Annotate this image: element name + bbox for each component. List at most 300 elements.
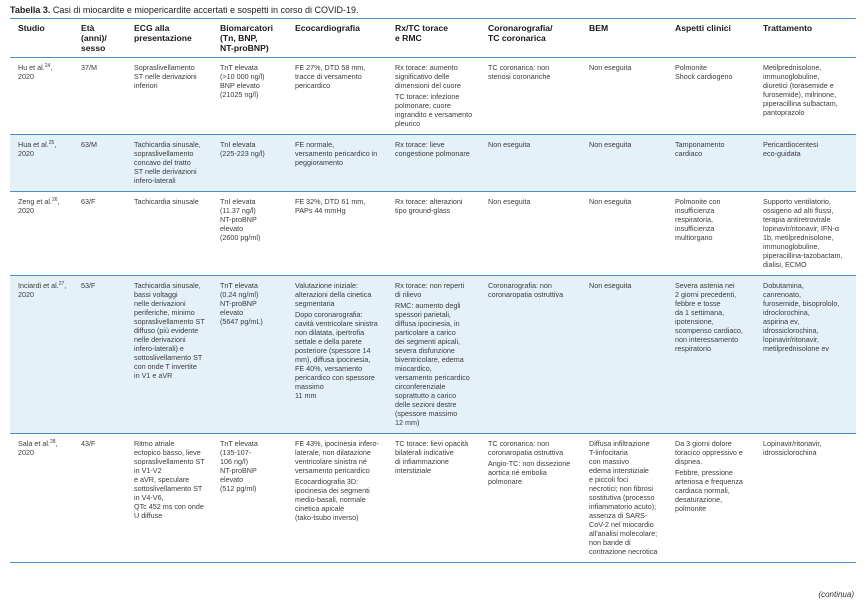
cell-line: coronaropatia ostruttiva [488,448,564,457]
cell-line: ventricolare sinistra né [295,457,367,466]
cell-paragraph [675,468,751,513]
cases-table [10,18,856,563]
study-author: Hu et al. [18,63,45,72]
cell-line: ipocinesia dei segmenti [295,486,370,495]
cell-paragraph [675,140,751,158]
cell-paragraph [763,63,852,117]
cell-line: da 1 settimana, [675,308,725,317]
study-cell [10,276,73,434]
cell-line: respiratoria, [675,215,713,224]
cell-line: settale e della parete [295,337,362,346]
cell-line: polmonare; cuore [395,101,451,110]
cell-paragraph [220,63,283,99]
cell-line: alterazioni della cinetica [295,290,372,299]
study-year: 2020 [18,149,34,158]
cell-line: lopinavir/ritonavir, [763,335,819,344]
cell-paragraph [589,281,663,290]
cell-line: dispnea. [675,457,703,466]
cell-line: (135-107- [220,448,252,457]
cell-paragraph [488,459,577,486]
cell-line: Febbre, pressione [675,468,733,477]
header-line: Studio [18,23,45,33]
cell-paragraph [395,439,476,475]
cell-paragraph [488,439,577,457]
cell-paragraph [589,439,663,556]
cell-line: in V1-V2 [134,466,162,475]
cell-line: immunoglobuline, [763,242,820,251]
imaging-cell [387,192,480,276]
cell-line: e piccoli foci [589,475,629,484]
cell-line: lopinavir/ritonavir, IFN-α [763,224,840,233]
cell-line: e aVR, speculare [134,475,190,484]
cell-line: congestione polmonare [395,149,470,158]
cell-line: bassi voltaggi [134,290,178,299]
cell-line: (512 pg/ml) [220,484,257,493]
biomarker-cell [212,135,287,192]
cell-line: dimensioni del cuore [395,81,461,90]
cell-line: idroclorochina, [763,308,810,317]
study-cell [10,192,73,276]
cell-line: respiratorio [675,344,711,353]
cell-line: Tachicardia sinusale [134,197,199,206]
cell-line: Sopraslivellamento [134,63,195,72]
cell-line: Coronarografia: non [488,281,552,290]
study-author-line: Inciardi et al.$^{27}$, [18,281,67,290]
reference-number: 28 [49,439,56,445]
column-header-biomarcatori [212,19,287,58]
cell-line: (2600 pg/ml) [220,233,261,242]
cell-paragraph [675,63,751,81]
cell-line: NT-proBNP [220,299,257,308]
cell-line: significativo delle [395,72,450,81]
cell-line: dei segmenti apicali, [395,337,461,346]
biomarker-cell [212,434,287,563]
cell-line: (>10 000 ng/l) [220,72,265,81]
cell-line: dialisi, ECMO [763,260,807,269]
study-year: 2020 [18,290,34,299]
cell-line: Severa astenia nei [675,281,735,290]
cell-line: posteriore (spessore 14 [295,346,371,355]
cell-paragraph [763,197,852,269]
cell-line: (tako-tsubo inverso) [295,513,359,522]
cell-paragraph [295,310,383,400]
header-line: Aspetti clinici [675,23,731,33]
cell-line: 106 ng/l) [220,457,248,466]
cell-line: sostitutiva (processo [589,493,655,502]
bem-cell [581,135,667,192]
cell-line: BNP elevato [220,81,260,90]
cell-line: segmentaria [295,299,335,308]
continua-label: (continua) [818,590,854,599]
echo-cell [287,192,387,276]
column-header-trattamento [755,19,856,58]
cell-line: polmonare [488,477,522,486]
cell-line: versamento pericardico in [295,149,378,158]
cell-line: scompenso cardiaco, [675,326,743,335]
study-author: Sala et al. [18,439,50,448]
cell-line: desaturazione, [675,495,723,504]
cell-line: Pericardiocentesi [763,140,819,149]
cell-line: biventricolare, edema [395,355,464,364]
cell-line: sopraslivellamento ST [134,317,205,326]
coronary-cell [480,434,581,563]
cell-line: di infiammazione [395,457,449,466]
cell-paragraph [220,281,283,326]
bem-cell [581,192,667,276]
cell-line: 12 mm) [395,418,420,427]
biomarker-cell [212,58,287,135]
coronary-cell [480,276,581,434]
column-header-ecg [126,19,212,58]
cell-paragraph [395,92,476,128]
cell-line: Diffusa infiltrazione [589,439,650,448]
cell-line: aspirina ev, [763,317,800,326]
cell-line: pericardico con spessore [295,373,375,382]
study-author-line: Hua et al.$^{25}$, [18,140,57,149]
study-author-line: Zeng et al.$^{26}$, [18,197,60,206]
cell-line: in V4-V6, [134,493,164,502]
biomarker-cell [212,276,287,434]
cell-paragraph [395,63,476,90]
column-header-aspetti-clinici [667,19,755,58]
treatment-cell [755,192,856,276]
cell-line: Supporto ventilatorio, [763,197,831,206]
table-caption [10,5,359,15]
cell-line: immunoglobuline, [763,72,820,81]
cell-line: piperacillina sulbactam, [763,99,838,108]
age-sex-cell: 37/M [73,58,126,135]
cell-line: pantoprazolo [763,108,805,117]
clinical-cell [667,58,755,135]
cell-paragraph [295,63,383,90]
cell-paragraph [589,140,663,149]
imaging-cell [387,434,480,563]
cell-paragraph [295,140,383,167]
header-line: (Tn, BNP, [220,33,258,43]
treatment-cell [755,276,856,434]
cell-line: FE 40%, versamento [295,364,363,373]
cell-line: Tachicardia sinusale, [134,281,201,290]
cell-line: contrazione necrotica [589,547,658,556]
cell-line: peggioramento [295,158,343,167]
cell-line: ST nelle derivazioni [134,167,197,176]
cell-line: Rx torace: alterazioni [395,197,463,206]
cell-line: Non eseguita [589,63,632,72]
cell-line: edema interstiziale [589,466,649,475]
cell-line: TC torace: lievi opacità [395,439,469,448]
cell-paragraph [395,281,476,299]
clinical-cell [667,434,755,563]
cell-line: Tachicardia sinusale, [134,140,201,149]
cell-line: Rx torace: lieve [395,140,445,149]
cell-line: Rx torace: aumento [395,63,458,72]
study-author: Hua et al. [18,140,49,149]
table-body [10,58,856,563]
cell-line: tipo ground-glass [395,206,451,215]
cell-paragraph [395,140,476,158]
cell-line: eco-guidata [763,149,801,158]
cell-paragraph [395,301,476,427]
cell-line: con onde T invertite [134,362,197,371]
cell-line: (0.24 ng/ml) [220,290,259,299]
cell-line: elevato [220,224,244,233]
cell-line: cardiaco [675,149,703,158]
cell-line: TC coronarica: non [488,63,550,72]
bem-cell [581,58,667,135]
table-header-row [10,19,856,58]
cell-line: NT-proBNP [220,466,257,475]
cell-line: TnI elevata [220,140,256,149]
cell-line: pleurico [395,119,421,128]
cell-line: Non eseguita [589,140,632,149]
cell-line: elevato [220,475,244,484]
cell-line: Rx torace: non reperti [395,281,465,290]
cell-line: sopraslivellamento [134,149,194,158]
cell-line: Lopinavir/ritonavir, [763,439,822,448]
cell-line: idrossiclorochina, [763,326,819,335]
cell-line: ossigeno ad alti flussi, [763,206,834,215]
cell-line: terapia antiretrovirale [763,215,831,224]
cell-line: 11 mm [295,391,317,400]
cell-line: canrenoato, [763,290,801,299]
reference-number: 25 [48,140,55,146]
echo-cell [287,276,387,434]
coronary-cell [480,135,581,192]
cell-paragraph [675,281,751,353]
cell-line: FE 43%, ipocinesia infero- [295,439,379,448]
cell-line: diffusa ipocinesia, in [395,319,460,328]
coronary-cell [480,58,581,135]
treatment-cell [755,135,856,192]
header-line: BEM [589,23,609,33]
column-header-coronarografia [480,19,581,58]
cell-paragraph [763,439,852,457]
echo-cell [287,58,387,135]
cell-paragraph [220,439,283,493]
column-header-rx-tc [387,19,480,58]
header-line: TC coronarica [488,33,546,43]
cell-paragraph [220,197,283,242]
ecg-cell [126,58,212,135]
cell-line: severa disfunzione [395,346,455,355]
cell-paragraph [134,140,208,185]
coronary-cell [480,192,581,276]
cell-line: Non eseguita [488,140,531,149]
study-author: Zeng et al. [18,197,52,206]
cell-paragraph [589,63,663,72]
cell-line: bilaterali indicative [395,448,454,457]
age-sex-cell: 63/M [73,135,126,192]
cell-line: diuretici (torasemide e [763,81,834,90]
study-year: 2020 [18,72,34,81]
cell-line: toracico oppressivo e [675,448,743,457]
cell-line: Non eseguita [589,197,632,206]
cell-line: non dilatata, ipertrofia [295,328,365,337]
cell-paragraph [488,63,577,81]
cell-line: tracce di versamento [295,72,362,81]
cell-line: ectopico basso, lieve [134,448,201,457]
header-line: Coronarografia/ [488,23,553,33]
cell-line: delle sezioni destre [395,400,457,409]
cell-paragraph [589,197,663,206]
study-author-line: Hu et al.$^{24}$, [18,63,53,72]
cell-paragraph [675,439,751,466]
header-line: Rx/TC torace [395,23,449,33]
study-cell [10,434,73,563]
cell-line: idrossiclorochina [763,448,817,457]
cell-line: non interessamento [675,335,739,344]
cell-line: T-linfocitaria [589,448,628,457]
cell-line: ingrandito e versamento [395,110,473,119]
cell-line: concavo del tratto [134,158,191,167]
column-header-eta [73,19,126,58]
cell-line: CoV-2 nel miocardio [589,520,654,529]
cell-line: TnT elevata [220,439,258,448]
column-header-bem [581,19,667,58]
cell-line: versamento pericardico [295,466,370,475]
treatment-cell [755,58,856,135]
header-line: Trattamento [763,23,813,33]
cell-line: metilprednisolone ev [763,344,829,353]
cell-line: piperacillina-tazobactam, [763,251,843,260]
cell-line: QTc 452 ms con onde [134,502,204,511]
cell-line: sopraslivellamento ST [134,457,205,466]
cell-line: interstiziale [395,466,431,475]
cell-line: sottoslivellamento ST [134,484,203,493]
cell-paragraph [295,439,383,475]
reference-number: 27 [58,281,65,287]
cell-line: furosemide), milrinone, [763,90,837,99]
cell-line: infiammatorio acuto); [589,502,657,511]
cell-line: nelle derivazioni [134,299,186,308]
echo-cell [287,434,387,563]
cell-paragraph [295,197,383,215]
table-row [10,276,856,434]
cell-line: elevato [220,308,244,317]
imaging-cell [387,58,480,135]
cell-line: stenosi coronariche [488,72,551,81]
cell-line: Angio-TC: non dissezione [488,459,571,468]
cell-line: massimo [295,382,324,391]
cell-line: FE 32%, DTD 61 mm, [295,197,366,206]
cell-line: assenza di SARS- [589,511,648,520]
cell-line: polmonite [675,504,707,513]
cell-paragraph [134,281,208,380]
study-year: 2020 [18,206,34,215]
cell-line: NT-proBNP [220,215,257,224]
age-sex-cell: 63/F [73,192,126,276]
study-year: 2020 [18,448,34,457]
cell-line: nelle derivazioni [134,335,186,344]
cell-line: TC coronarica: non [488,439,550,448]
cell-line: PAPs 44 mmHg [295,206,346,215]
table-row [10,434,856,563]
cell-line: Dobutamina, [763,281,804,290]
imaging-cell [387,276,480,434]
caption-label: Tabella 3. [10,5,51,15]
cell-line: Polmonite con [675,197,721,206]
table-row [10,135,856,192]
study-cell [10,135,73,192]
study-author: Inciardi et al. [18,281,59,290]
ecg-cell [126,434,212,563]
cell-line: Tamponamento [675,140,725,149]
cell-paragraph [763,281,852,353]
cell-paragraph [295,477,383,522]
cell-line: U diffuse [134,511,163,520]
cell-paragraph [134,439,208,520]
cell-line: infero-laterali) e [134,344,184,353]
cell-line: furosemide, bisoprololo, [763,299,840,308]
cell-line: insufficienza [675,224,715,233]
cell-paragraph [488,197,577,206]
cell-line: Polmonite [675,63,707,72]
cell-line: Non eseguita [589,281,632,290]
column-header-studio [10,19,73,58]
cell-line: soprattutto a carico [395,391,457,400]
age-sex-cell: 43/F [73,434,126,563]
cell-paragraph [395,197,476,215]
treatment-cell [755,434,856,563]
study-cell [10,58,73,135]
cell-line: cinetica apicale [295,504,345,513]
cell-line: 1b, metilprednisolone, [763,233,834,242]
cell-paragraph [134,63,208,90]
clinical-cell [667,135,755,192]
cell-paragraph [675,197,751,242]
cell-line: medio-basali, normale [295,495,366,504]
cell-paragraph [763,140,852,158]
cell-paragraph [220,140,283,158]
cell-line: (225-223 ng/l) [220,149,265,158]
echo-cell [287,135,387,192]
header-line: ECG alla [134,23,170,33]
cell-line: arteriosa e frequenza [675,477,743,486]
cell-line: TnI elevata [220,197,256,206]
cell-line: particolare a carico [395,328,456,337]
cell-line: periferiche, minimo [134,308,195,317]
table-row [10,192,856,276]
cell-paragraph [488,140,577,149]
cell-line: Dopo coronarografia: [295,310,363,319]
header-line: e RMC [395,33,422,43]
ecg-cell [126,135,212,192]
cell-line: TC torace: infezione [395,92,460,101]
cell-paragraph [488,281,577,299]
biomarker-cell [212,192,287,276]
reference-number: 24 [44,63,51,69]
clinical-cell [667,192,755,276]
cell-line: Ecocardiografia 3D: [295,477,359,486]
cell-line: coronaropatia ostruttiva [488,290,564,299]
cell-line: (11.37 ng/l) [220,206,256,215]
cell-line: insufficienza [675,206,715,215]
cell-line: laterale, non dilatazione [295,448,371,457]
cell-paragraph [134,197,208,206]
imaging-cell [387,135,480,192]
cell-line: circonferenziale [395,382,446,391]
cell-line: Ritmo atriale [134,439,175,448]
cell-line: febbre e tosse [675,299,721,308]
ecg-cell [126,276,212,434]
cell-line: Metilprednisolone, [763,63,822,72]
cell-line: di rilievo [395,290,422,299]
cell-line: inferiori [134,81,158,90]
cell-line: FE 27%, DTD 58 mm, [295,63,366,72]
cell-line: TnT elevata [220,281,258,290]
cell-line: all'analisi molecolare; [589,529,658,538]
header-line: presentazione [134,33,192,43]
